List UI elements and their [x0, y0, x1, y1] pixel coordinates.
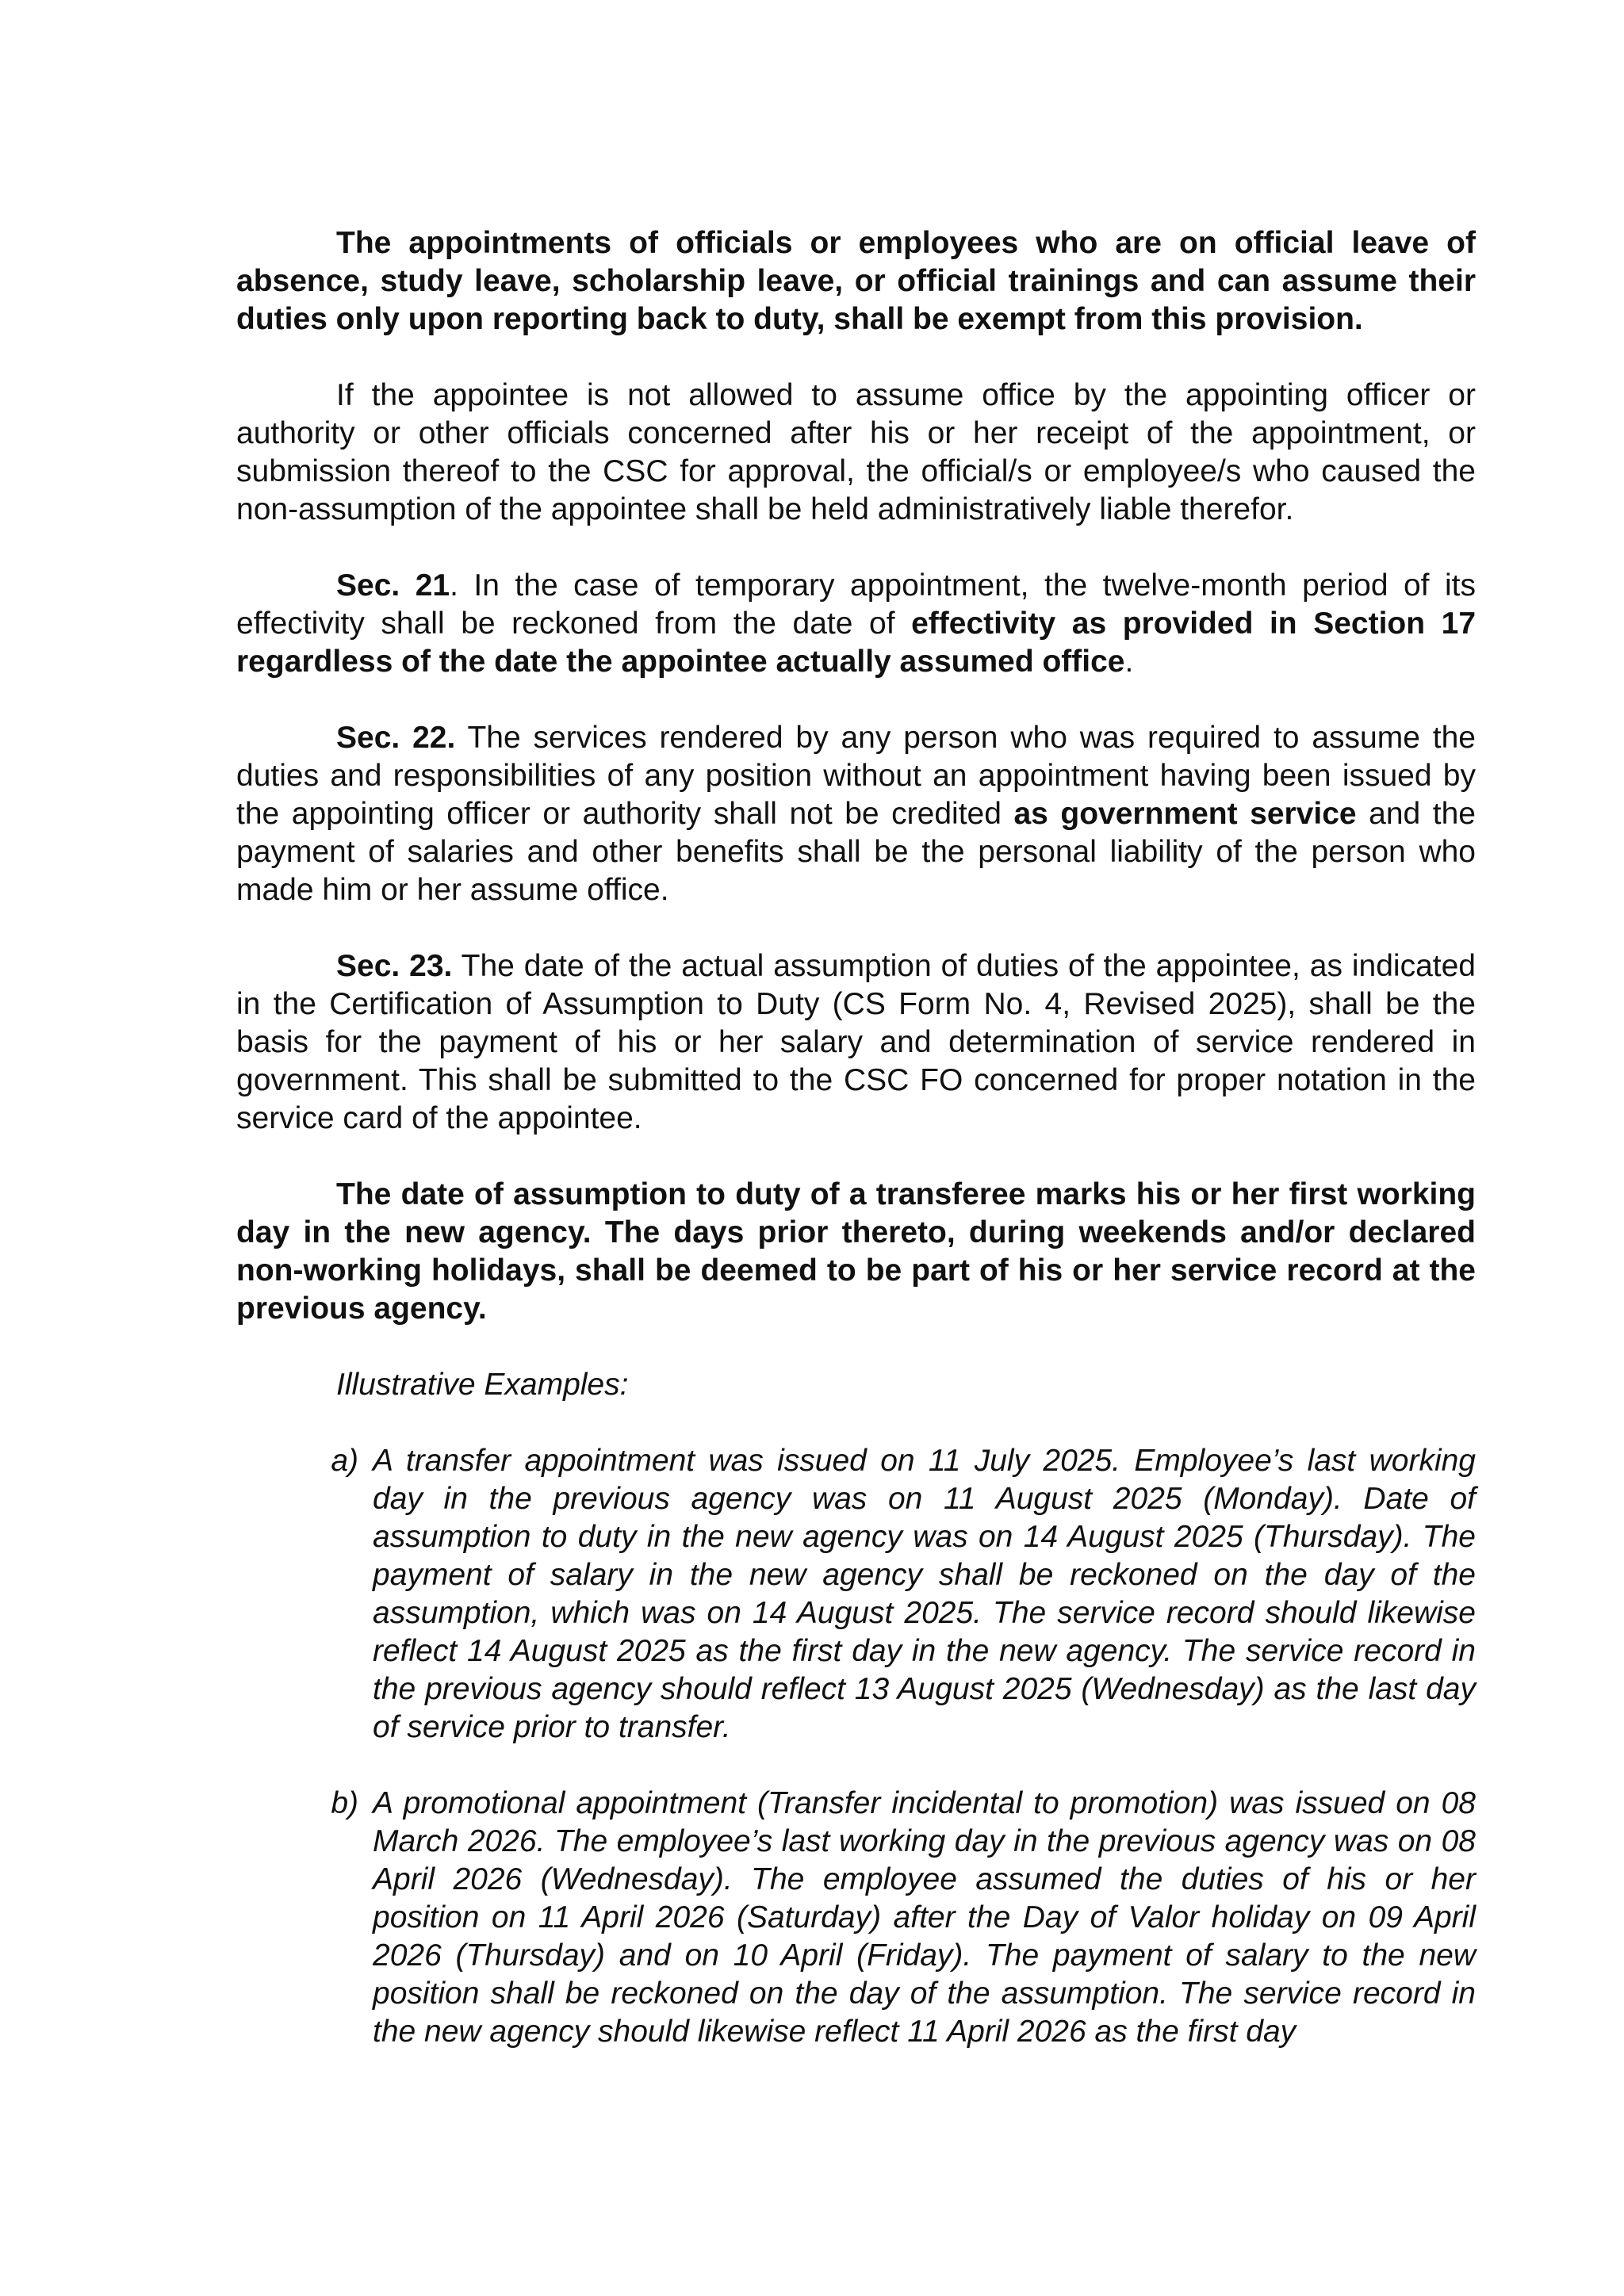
- section-22: [236, 719, 1476, 909]
- section-22-text: The services rendered by any person who was required to assume the duties and responsibilities of any position without an appointment having been issued by the appointing officer or authority shall not be credited: [236, 721, 1476, 831]
- section-23-label: Sec. 23.: [336, 949, 453, 983]
- section-22-bold-text: as government service: [1013, 797, 1357, 831]
- section-23-text: The date of the actual assumption of duties of the appointee, as indicated in the Certification of Assumption to Duty (CS Form No. 4, Revised 2025), shall be the basis for the payment of his or her salary and determination of service rendered in government. This shall be submitted to the CSC FO concerned for proper notation in the service card of the appointee.: [236, 949, 1476, 1135]
- section-22-text-end: and the payment of salaries and other benefits shall be the personal liability of the person who made him or her assume office.: [236, 797, 1476, 907]
- paragraph-non-assumption-liability: If the appointee is not allowed to assume office by the appointing officer or authority or other officials concerned after his or her receipt of the appointment, or submission thereof to the CSC for approval, the official/s or employee/s who caused the non-assumption of the appointee shall be held administratively liable therefor.: [236, 378, 1476, 526]
- example-item-b: [236, 1785, 1476, 2051]
- section-22-label: Sec. 22.: [336, 721, 456, 755]
- example-item-a: [236, 1442, 1476, 1747]
- paragraph-exemption: The appointments of officials or employees who are on official leave of absence, study leave, scholarship leave, or official trainings and can assume their duties only upon reporting back to duty, shall be exempt from this provision.: [236, 226, 1476, 336]
- example-text: A promotional appointment (Transfer incidental to promotion) was issued on 08 March 2026. The employee’s last working day in the previous agency was on 08 April 2026 (Wednesday). The employee assumed the duties of his or her position on 11 April 2026 (Saturday) after the Day of Valor holiday on 09 April 2026 (Thursday) and on 10 April (Friday). The payment of salary to the new position shall be reckoned on the day of the assumption. The service record in the new agency should likewise reflect 11 April 2026 as the first day: [373, 1786, 1476, 2049]
- section-21-label: Sec. 21: [336, 568, 450, 603]
- document-page: [236, 224, 1476, 2089]
- section-21-text: . In the case of temporary appointment, the twelve-month period of its effectivity shall be reckoned from the date of: [236, 568, 1476, 641]
- example-marker: a): [331, 1444, 358, 1478]
- paragraph-transferee-assumption: The date of assumption to duty of a transferee marks his or her first working day in the new agency. The days prior thereto, during weekends and/or declared non-working holidays, shall be deemed to be part of his or her service record at the previous agency.: [236, 1177, 1476, 1326]
- section-21-bold-text: effectivity as provided in Section 17 regardless of the date the appointee actually assumed office: [236, 607, 1477, 679]
- illustrative-examples-heading: Illustrative Examples:: [336, 1368, 629, 1402]
- example-text: A transfer appointment was issued on 11 July 2025. Employee’s last working day in the previous agency was on 11 August 2025 (Monday). Date of assumption to duty in the new agency was on 14 August 2025 (Thursday). The payment of salary in the new agency shall be reckoned on the day of the assumption, which was on 14 August 2025. The service record should likewise reflect 14 August 2025 as the first day in the new agency. The service record in the previous agency should reflect 13 August 2025 (Wednesday) as the last day of service prior to transfer.: [373, 1444, 1476, 1744]
- section-21-end: .: [1124, 645, 1134, 679]
- section-21: [236, 567, 1476, 681]
- example-marker: b): [331, 1786, 358, 1820]
- section-23: [236, 947, 1476, 1138]
